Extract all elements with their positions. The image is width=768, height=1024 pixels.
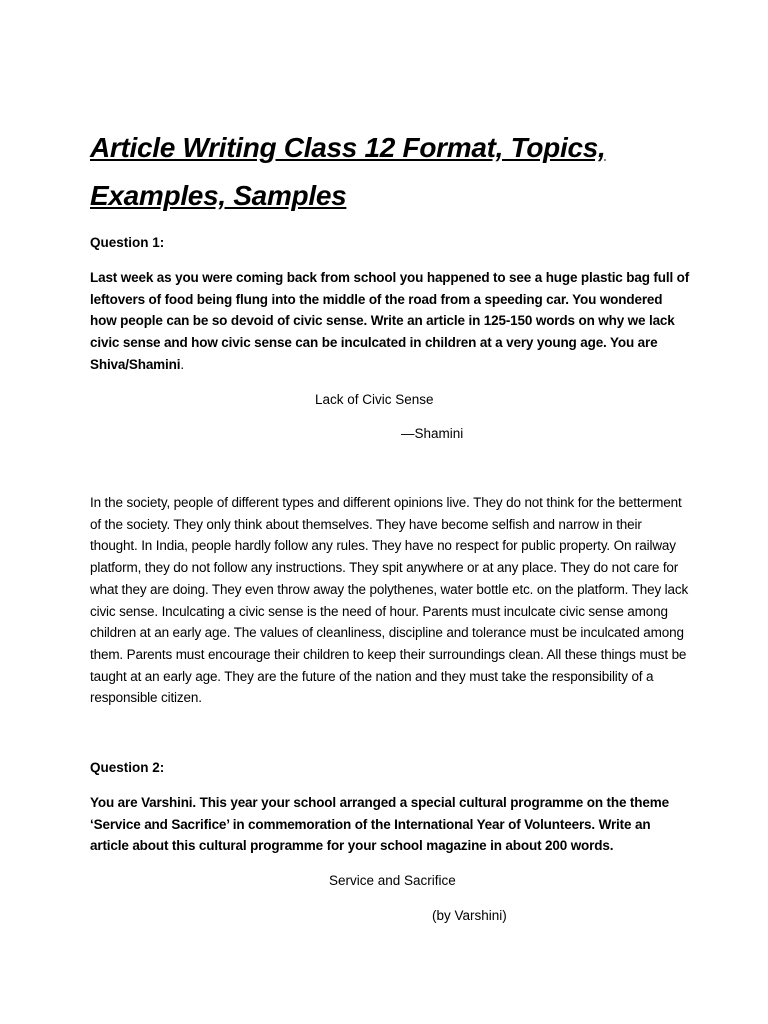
question-2-prompt: You are Varshini. This year your school arranged a special cultural programme on the theme ‘Service and Sacrifice’ in commemoration of the International Year of Volunteers. Write an article about this cultural programme for your school magazine in about 200 words.	[90, 795, 669, 854]
article-1-body: In the society, people of different types and different opinions live. They do not think for the betterment of the society. They only think about themselves. They have become selfish and narrow in their thought. In India, people hardly follow any rules. They have no respect for public property. On railway platform, they do not follow any instructions. They spit anywhere or at any place. They do not care for what they are doing. They even throw away the polythenes, water bottle etc. on the platform. They lack civic sense. Inculcating a civic sense is the need of hour. Parents must inculcate civic sense among children at an early age. The values of cleanliness, discipline and tolerance must be inculcated among them. Parents must encourage their children to keep their surroundings clean. All these things must be taught at an early age. They are the future of the nation and they must take the responsibility of a responsible citizen.	[90, 495, 689, 706]
question-2-label: Question 2:	[90, 760, 165, 775]
question-1-prompt	[90, 267, 690, 376]
article-1-title: Lack of Civic Sense	[315, 392, 434, 407]
page-title: Article Writing Class 12 Format, Topics, Examples, Samples	[90, 132, 606, 211]
question-1-prompt-end: .	[180, 356, 184, 372]
article-2-title: Service and Sacrifice	[329, 873, 456, 888]
question-1-label: Question 1:	[90, 235, 165, 250]
article-2-author: (by Varshini)	[432, 908, 507, 923]
question-1-prompt-text: Last week as you were coming back from school you happened to see a huge plastic bag full of leftovers of food being flung into the middle of the road from a speeding car. You wondered how people can be so devoid of civic sense. Write an article in 125-150 words on why we lack civic sense and how civic sense can be inculcated in children at a very young age. You are Shiva/Shamini	[90, 270, 690, 372]
article-1-author: —Shamini	[401, 426, 464, 441]
